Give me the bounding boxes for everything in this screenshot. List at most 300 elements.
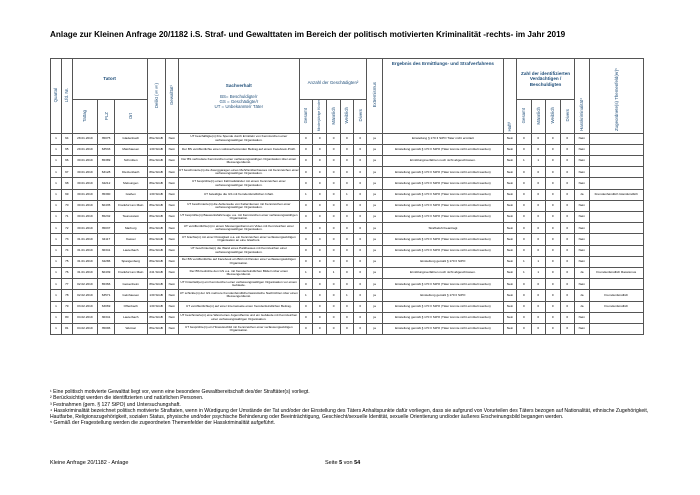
col-group-tatort: Tatort <box>72 59 147 100</box>
cell-haft: Nein <box>503 290 516 301</box>
cell-nr: 77 <box>61 279 72 290</box>
cell-q: 1 <box>51 144 62 155</box>
cell-sv: UT beschmierte(n) die Außenseite von Kellerräumen mit Kennzeichen einer verfassungswidrigen Organisation. <box>178 200 299 211</box>
cell-date: 30.01.2019 <box>72 223 97 234</box>
cell-plz: 60439 <box>98 267 115 278</box>
cell-zg: 0 <box>517 290 531 301</box>
cell-g: 0 <box>299 144 312 155</box>
cell-zg: 0 <box>517 133 531 144</box>
cell-ext: ja <box>367 323 383 334</box>
cell-m: 0 <box>327 256 340 267</box>
page-title: Anlage zur Kleinen Anfrage 20/1182 i.S. Straf- und Gewalttaten im Bereich der politisch motivierten Kriminalität -rechts- im Jahr 2019 <box>50 30 566 39</box>
cell-delikt: 130 StGB <box>147 301 165 312</box>
cell-q: 1 <box>51 256 62 267</box>
cell-m: 0 <box>327 290 340 301</box>
cell-m: 0 <box>327 323 340 334</box>
cell-m: 0 <box>327 212 340 223</box>
cell-ext: ja <box>367 234 383 245</box>
cell-tf <box>589 256 643 267</box>
cell-w: 1 <box>340 290 353 301</box>
cell-nr: 67 <box>61 167 72 178</box>
cell-sv: UT hinterließ(en) ein Kennzeichen einer verfassungswidrigen Organisation vor einem Gebäude. <box>178 279 299 290</box>
cell-date: 30.01.2019 <box>72 200 97 211</box>
table-row <box>51 256 644 267</box>
cell-q: 1 <box>51 212 62 223</box>
cell-date: 02.02.2019 <box>72 290 97 301</box>
cell-d: 0 <box>354 279 367 290</box>
cell-gew: Nein <box>165 234 178 245</box>
cell-zw: 0 <box>546 256 560 267</box>
cell-d: 0 <box>354 200 367 211</box>
cell-zw: 0 <box>546 301 560 312</box>
cell-erg: Einstellung gemäß § 170 II StPO <box>383 290 504 301</box>
cell-q: 1 <box>51 178 62 189</box>
cell-w: 0 <box>340 223 353 234</box>
cell-zg: 0 <box>517 144 531 155</box>
cell-zm: 0 <box>531 323 545 334</box>
cell-q: 1 <box>51 245 62 256</box>
cell-gew: Nein <box>165 279 178 290</box>
cell-haft: Nein <box>503 144 516 155</box>
cell-delikt: 86a StGB <box>147 133 165 144</box>
cell-m: 0 <box>327 189 340 200</box>
cell-gew: Nein <box>165 223 178 234</box>
cell-mk: 0 <box>312 234 326 245</box>
cell-plz: 60435 <box>98 200 115 211</box>
cell-g: 0 <box>299 223 312 234</box>
cell-sv: UT besprühte(n) einen Fahrradständer mit einem Kennzeichen einer verfassungswidrigen Organisation. <box>178 178 299 189</box>
cell-zm: 0 <box>531 200 545 211</box>
cell-nr: 80 <box>61 312 72 323</box>
cell-sv: UT besprühte(n) ein Hinweisschild mit Kennzeichen einer verfassungswidrigen Organisation. <box>178 323 299 334</box>
cell-date: 31.01.2019 <box>72 245 97 256</box>
cell-plz: 63533 <box>98 144 115 155</box>
cell-zw: 0 <box>546 223 560 234</box>
cell-mk: 0 <box>312 256 326 267</box>
cell-d: 0 <box>354 234 367 245</box>
cell-plz: 35096 <box>98 323 115 334</box>
cell-erg: Einstellung gemäß § 170 II StPO (Täter konnte nicht ermittelt werden) <box>383 234 504 245</box>
table-row <box>51 189 644 200</box>
cell-q: 1 <box>51 323 62 334</box>
cell-tf <box>589 234 643 245</box>
cell-d: 0 <box>354 156 367 167</box>
cell-ort: Spangenberg <box>114 256 147 267</box>
col-anzahl-maennlich: Männlich <box>327 100 340 134</box>
cell-d: 0 <box>354 312 367 323</box>
cell-zm: 0 <box>531 290 545 301</box>
cell-zg: 1 <box>517 256 531 267</box>
cell-erg: Einstellung § 170 II StPO Täter nicht ermittelt <box>383 133 504 144</box>
cell-gew: Nein <box>165 267 178 278</box>
cell-mk: 0 <box>312 267 326 278</box>
cell-zg: 0 <box>517 301 531 312</box>
cell-nr: 74 <box>61 245 72 256</box>
cell-plz: 35075 <box>98 133 115 144</box>
cell-d: 0 <box>354 189 367 200</box>
cell-sv: UT veröffentlichte(n) in einem Messengerdienst ein Video mit Kennzeichen einer verfassungswidrigen Organisation. <box>178 223 299 234</box>
table-row <box>51 312 644 323</box>
cell-m: 0 <box>327 312 340 323</box>
cell-zm: 0 <box>531 301 545 312</box>
cell-w: 0 <box>340 200 353 211</box>
cell-date: 04.02.2019 <box>72 312 97 323</box>
col-hasskriminalitaet: Hasskriminalität⁴ <box>575 59 589 134</box>
cell-zd: 0 <box>560 144 575 155</box>
footer-page-number: Seite 5 von 54 <box>325 460 361 466</box>
cell-zw: 0 <box>546 144 560 155</box>
cell-mk: 0 <box>312 290 326 301</box>
cell-g: 0 <box>299 256 312 267</box>
table-row <box>51 323 644 334</box>
cell-haft: Nein <box>503 279 516 290</box>
cell-haft: Nein <box>503 178 516 189</box>
cell-mk: 0 <box>312 323 326 334</box>
cell-date: 30.01.2019 <box>72 212 97 223</box>
cell-haft: Nein <box>503 256 516 267</box>
cell-haft: Nein <box>503 189 516 200</box>
cell-nr: 72 <box>61 223 72 234</box>
cell-sv: Der BS verbreitete Kennzeichen einer verfassungswidrigen Organisation über einen Messengerdienst. <box>178 156 299 167</box>
cell-g: 1 <box>299 290 312 301</box>
cell-m: 0 <box>327 234 340 245</box>
cell-zw: 0 <box>546 245 560 256</box>
cell-q: 1 <box>51 234 62 245</box>
cell-zw: 0 <box>546 167 560 178</box>
cell-zw: 0 <box>546 212 560 223</box>
cell-delikt: 130 StGB <box>147 290 165 301</box>
cell-sv: UT beschäftigte(n) ihre Spende durch Ermitteln von Kennzeichen einer verfassungswidrigen Organisation. <box>178 133 299 144</box>
cell-w: 0 <box>340 167 353 178</box>
cell-nr: 78 <box>61 290 72 301</box>
cell-zd: 0 <box>560 279 575 290</box>
cell-delikt: 86a StGB <box>147 234 165 245</box>
cell-ext: ja <box>367 212 383 223</box>
cell-ext: ja <box>367 144 383 155</box>
cell-haft: Nein <box>503 133 516 144</box>
cell-ext: ja <box>367 178 383 189</box>
cell-q: 1 <box>51 167 62 178</box>
table-row <box>51 156 644 167</box>
cell-erg: Strafbefehl beantragt <box>383 223 504 234</box>
cell-zg: 0 <box>517 245 531 256</box>
cell-ort: Weimar <box>114 323 147 334</box>
cell-haft: Nein <box>503 212 516 223</box>
col-group-zahl: Zahl der identifizierten Verdächtigen / Beschuldigten <box>517 59 575 100</box>
cell-q: 1 <box>51 290 62 301</box>
table-row <box>51 212 644 223</box>
cell-gew: Nein <box>165 323 178 334</box>
table-row <box>51 279 644 290</box>
cell-g: 0 <box>299 178 312 189</box>
cell-m: 0 <box>327 178 340 189</box>
cell-tf: Fremdenfeindlich <box>589 301 643 312</box>
cell-sv: Der BS veröffentlichte auf Facebook ein Bild mit Parolen einer verfassungswidrigen Organisation. <box>178 256 299 267</box>
cell-g: 0 <box>299 312 312 323</box>
cell-mk: 0 <box>312 279 326 290</box>
cell-zd: 0 <box>560 167 575 178</box>
cell-hk: Nein <box>575 156 589 167</box>
cell-zw: 0 <box>546 178 560 189</box>
cell-mk: 0 <box>312 156 326 167</box>
cell-erg: Einstellung gemäß § 170 II StPO (Täter konnte nicht ermittelt werden) <box>383 178 504 189</box>
cell-ort: Taunusstein <box>114 212 147 223</box>
cell-m: 0 <box>327 144 340 155</box>
cell-hk: Nein <box>575 200 589 211</box>
cell-zm: 0 <box>531 234 545 245</box>
cell-ort: Lauterbach <box>114 312 147 323</box>
header-row-1 <box>51 59 644 100</box>
cell-ext: ja <box>367 301 383 312</box>
cell-nr: 71 <box>61 212 72 223</box>
cell-haft: Nein <box>503 156 516 167</box>
sachverhalt-legend-ut: UT = Unbekannte/r Täter <box>214 103 264 109</box>
cell-w: 0 <box>340 178 353 189</box>
cell-hk: Nein <box>575 212 589 223</box>
cell-nr: 66 <box>61 156 72 167</box>
cell-w: 0 <box>340 267 353 278</box>
cell-erg: Einstellung gemäß § 170 II StPO (Täter konnte nicht ermittelt werden) <box>383 301 504 312</box>
cell-zg: 0 <box>517 178 531 189</box>
cell-nr: 75 <box>61 256 72 267</box>
cell-zw: 0 <box>546 133 560 144</box>
cell-m: 0 <box>327 223 340 234</box>
cell-zm: 0 <box>531 144 545 155</box>
cell-erg: Einstellung gemäß § 170 II StPO (Täter konnte nicht ermittelt werden) <box>383 323 504 334</box>
cell-tf: Fremdenfeindlich Rassismus <box>589 267 643 278</box>
table-row <box>51 267 644 278</box>
cell-tf <box>589 245 643 256</box>
cell-w: 0 <box>340 144 353 155</box>
table-row <box>51 144 644 155</box>
incident-table <box>50 58 644 335</box>
cell-ort: Lauterbach <box>114 245 147 256</box>
cell-g: 0 <box>299 245 312 256</box>
cell-m: 0 <box>327 133 340 144</box>
cell-w: 1 <box>340 189 353 200</box>
cell-ort: Geisenheim <box>114 279 147 290</box>
col-zahl-weiblich: Weiblich <box>546 100 560 134</box>
cell-nr: 65 <box>61 144 72 155</box>
cell-zg: 1 <box>517 267 531 278</box>
cell-d: 0 <box>354 301 367 312</box>
cell-d: 0 <box>354 290 367 301</box>
col-zahl-gesamt: Gesamt <box>517 100 531 134</box>
cell-zw: 0 <box>546 290 560 301</box>
cell-erg: Einstellung gemäß § 170 II StPO (Täter konnte nicht ermittelt werden) <box>383 167 504 178</box>
cell-sv: Der BS bedrohte den GS u.a. mit fremdenfeindlichen Bildern über einen Messengerdienst. <box>178 267 299 278</box>
cell-zd: 0 <box>560 256 575 267</box>
cell-gew: Nein <box>165 245 178 256</box>
cell-haft: Nein <box>503 223 516 234</box>
table-row <box>51 223 644 234</box>
cell-hk: Nein <box>575 234 589 245</box>
cell-gew: Nein <box>165 290 178 301</box>
cell-sv: Der BS veröffentlichte einen volksverhetzenden Beitrag auf einem Facebook-Profil. <box>178 144 299 155</box>
cell-ext: ja <box>367 245 383 256</box>
table-row <box>51 133 644 144</box>
table-row <box>51 234 644 245</box>
cell-zm: 0 <box>531 189 545 200</box>
cell-delikt: 86a StGB <box>147 256 165 267</box>
footnote-3: ³ Festnahmen (gem. § 127 StPO) und Untersuchungshaft. <box>50 401 181 408</box>
cell-nr: 64 <box>61 133 72 144</box>
cell-gew: Nein <box>165 312 178 323</box>
cell-d: 0 <box>354 144 367 155</box>
cell-gew: Nein <box>165 212 178 223</box>
cell-hk: Ja <box>575 301 589 312</box>
cell-tf: Fremdenfeindlich Islamfeindlich <box>589 189 643 200</box>
cell-delikt: 130 StGB <box>147 189 165 200</box>
cell-zd: 0 <box>560 245 575 256</box>
cell-ort: Gelnhausen <box>114 290 147 301</box>
cell-delikt: 86a StGB <box>147 223 165 234</box>
cell-m: 0 <box>327 156 340 167</box>
cell-erg: Einstellung gemäß § 170 II StPO (Täter konnte nicht ermittelt werden) <box>383 212 504 223</box>
cell-zg: 1 <box>517 156 531 167</box>
cell-q: 1 <box>51 312 62 323</box>
cell-date: 31.01.2019 <box>72 234 97 245</box>
cell-haft: Nein <box>503 200 516 211</box>
cell-tf <box>589 133 643 144</box>
cell-plz: 36341 <box>98 312 115 323</box>
cell-tf <box>589 223 643 234</box>
cell-sv: UT schickte(n) der GS mehrere fremdenfeindliche/rassistische Nachrichten über einen Messengerdienst. <box>178 290 299 301</box>
cell-q: 1 <box>51 267 62 278</box>
cell-mk: 0 <box>312 245 326 256</box>
cell-erg: Einstellung gemäß § 170 II StPO (Täter konnte nicht ermittelt werden) <box>383 200 504 211</box>
cell-q: 1 <box>51 133 62 144</box>
cell-hk: Nein <box>575 223 589 234</box>
cell-zg: 0 <box>517 189 531 200</box>
cell-g: 0 <box>299 234 312 245</box>
cell-zg: 0 <box>517 223 531 234</box>
table-row <box>51 200 644 211</box>
cell-zd: 0 <box>560 133 575 144</box>
cell-erg: Einstellung gemäß § 170 II StPO (Täter konnte nicht ermittelt werden) <box>383 312 504 323</box>
cell-erg: Einstellung gemäß § 170 II StPO (Täter konnte nicht ermittelt werden) <box>383 189 504 200</box>
cell-hk: Ja <box>575 189 589 200</box>
cell-tf: Fremdenfeindlich <box>589 290 643 301</box>
cell-date: 30.01.2019 <box>72 167 97 178</box>
cell-ort: Offenbach <box>114 301 147 312</box>
col-anzahl-weiblich: Weiblich <box>340 100 353 134</box>
cell-delikt: 86a StGB <box>147 279 165 290</box>
cell-g: 1 <box>299 189 312 200</box>
cell-zm: 1 <box>531 256 545 267</box>
cell-zw: 0 <box>546 267 560 278</box>
table-row <box>51 301 644 312</box>
cell-d: 0 <box>354 267 367 278</box>
cell-zg: 0 <box>517 167 531 178</box>
cell-nr: 76 <box>61 267 72 278</box>
col-plz: PLZ <box>98 100 115 134</box>
cell-m: 1 <box>327 267 340 278</box>
cell-zg: 0 <box>517 200 531 211</box>
cell-zd: 0 <box>560 312 575 323</box>
cell-zd: 0 <box>560 290 575 301</box>
cell-zw: 0 <box>546 234 560 245</box>
col-zahl-divers: Divers <box>560 100 575 134</box>
cell-ext: ja <box>367 256 383 267</box>
cell-date: 31.01.2019 <box>72 256 97 267</box>
cell-ort: Frankfurt am Main <box>114 200 147 211</box>
cell-ext: ja <box>367 156 383 167</box>
cell-zm: 1 <box>531 156 545 167</box>
cell-g: 0 <box>299 167 312 178</box>
cell-m: 0 <box>327 301 340 312</box>
cell-zd: 0 <box>560 189 575 200</box>
col-haft: Haft³ <box>503 59 516 134</box>
cell-q: 1 <box>51 156 62 167</box>
cell-zw: 0 <box>546 323 560 334</box>
cell-d: 0 <box>354 256 367 267</box>
cell-haft: Nein <box>503 267 516 278</box>
cell-w: 0 <box>340 133 353 144</box>
cell-q: 1 <box>51 301 62 312</box>
cell-d: 0 <box>354 167 367 178</box>
cell-d: 0 <box>354 178 367 189</box>
col-group-anzahl: Anzahl der Geschädigten² <box>299 59 367 100</box>
col-ort: Ort <box>114 100 147 134</box>
cell-ext: ja <box>367 133 383 144</box>
cell-zm: 0 <box>531 167 545 178</box>
sachverhalt-legend-gs: GS = Geschädigte/r <box>219 98 259 104</box>
cell-mk: 0 <box>312 312 326 323</box>
footnote-2: ² Berücksichtigt werden die identifizierten und natürlichen Personen. <box>50 395 204 402</box>
cell-mk: 0 <box>312 200 326 211</box>
cell-tf <box>589 144 643 155</box>
cell-q: 1 <box>51 223 62 234</box>
cell-gew: Nein <box>165 200 178 211</box>
cell-nr: 69 <box>61 189 72 200</box>
col-extremismus: Extremismus <box>367 59 383 134</box>
cell-delikt: 86a StGB <box>147 200 165 211</box>
cell-ext: ja <box>367 223 383 234</box>
cell-zm: 0 <box>531 245 545 256</box>
cell-plz: 34286 <box>98 256 115 267</box>
col-gewalttat: Gewalttat¹ <box>165 59 178 134</box>
cell-nr: 73 <box>61 234 72 245</box>
cell-date: 30.01.2019 <box>72 189 97 200</box>
cell-tf <box>589 279 643 290</box>
col-sachverhalt <box>178 59 299 134</box>
col-themenfeld: Zugeordnete(s) Themenfeld(er)⁵ <box>589 59 643 134</box>
cell-d: 0 <box>354 245 367 256</box>
cell-g: 0 <box>299 133 312 144</box>
col-quartal: Quartal <box>51 59 62 134</box>
col-anzahl-minderjaehrige: Minderjährige Kinder <box>312 100 326 134</box>
cell-delikt: 86a StGB <box>147 245 165 256</box>
cell-plz: 35390 <box>98 189 115 200</box>
footnote-5: ⁵ Gemäß der Fragestellung werden die zugeordneten Themenfelder der Hasskriminalität aufgeführt. <box>50 420 276 427</box>
cell-g: 0 <box>299 200 312 211</box>
cell-tf <box>589 212 643 223</box>
cell-zw: 0 <box>546 279 560 290</box>
col-ergebnis: Ergebnis des Ermittlungs- und Strafverfahrens <box>383 59 504 134</box>
cell-mk: 0 <box>312 301 326 312</box>
cell-w: 0 <box>340 301 353 312</box>
cell-m: 0 <box>327 279 340 290</box>
cell-hk: Ja <box>575 267 589 278</box>
cell-tf <box>589 312 643 323</box>
table-row <box>51 245 644 256</box>
cell-gew: Nein <box>165 156 178 167</box>
table-row <box>51 178 644 189</box>
cell-mk: 0 <box>312 189 326 200</box>
cell-erg: Einstellung gemäß § 170 II StPO (Täter konnte nicht ermittelt werden) <box>383 144 504 155</box>
cell-ext: ja <box>367 200 383 211</box>
